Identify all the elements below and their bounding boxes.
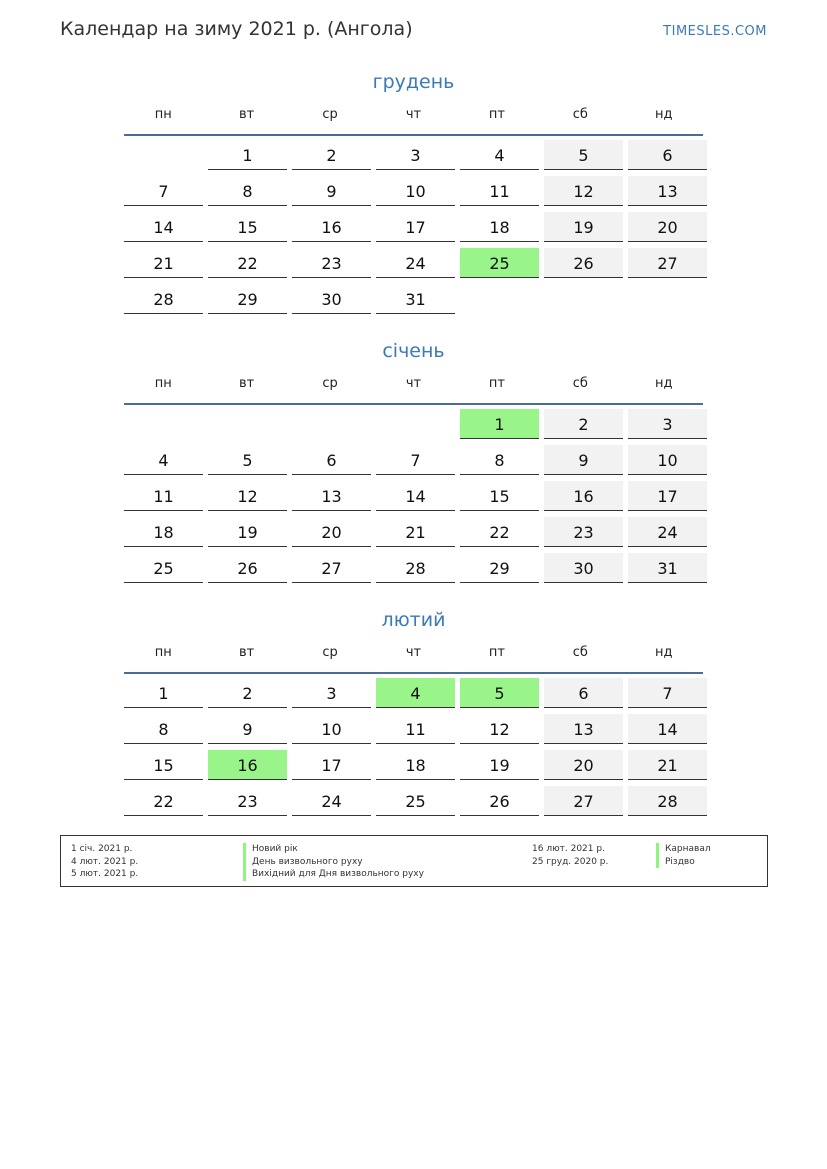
day-cell[interactable]: 3	[628, 409, 707, 439]
day-cell[interactable]: 15	[460, 481, 539, 511]
day-cell[interactable]: 16	[544, 481, 623, 511]
day-cell[interactable]: 28	[628, 786, 707, 816]
day-cell[interactable]: 14	[124, 212, 203, 242]
day-cell[interactable]: 10	[376, 176, 455, 206]
weekday-label: пн	[154, 376, 172, 391]
legend-holiday-name: Новий рік	[243, 843, 424, 856]
weekday-label: пт	[488, 645, 505, 660]
weekday-divider	[124, 672, 703, 674]
day-cell[interactable]: 20	[544, 750, 623, 780]
day-cell[interactable]: 28	[376, 553, 455, 583]
weekday-divider	[124, 134, 703, 136]
weekday-label: нд	[654, 107, 673, 122]
holiday-day-cell[interactable]: 5	[460, 678, 539, 708]
weekday-label: вт	[239, 645, 255, 660]
site-link[interactable]: TIMESLES.COM	[663, 24, 767, 39]
day-cell[interactable]: 10	[628, 445, 707, 475]
day-cell[interactable]: 8	[124, 714, 203, 744]
legend-holiday-name: День визвольного руху	[243, 856, 424, 869]
day-cell[interactable]: 26	[544, 248, 623, 278]
day-cell[interactable]: 21	[124, 248, 203, 278]
day-cell[interactable]: 26	[208, 553, 287, 583]
day-cell[interactable]: 23	[544, 517, 623, 547]
day-cell[interactable]: 15	[124, 750, 203, 780]
weekday-label: ср	[322, 376, 338, 391]
empty-cell	[376, 409, 455, 439]
month-name: лютий	[381, 609, 446, 631]
empty-cell	[208, 409, 287, 439]
day-cell[interactable]: 20	[628, 212, 707, 242]
holiday-day-cell[interactable]: 25	[460, 248, 539, 278]
holiday-day-cell[interactable]: 1	[460, 409, 539, 439]
holiday-legend	[60, 835, 768, 887]
day-cell[interactable]: 25	[376, 786, 455, 816]
day-cell[interactable]: 2	[544, 409, 623, 439]
day-cell[interactable]: 12	[208, 481, 287, 511]
day-cell[interactable]: 19	[460, 750, 539, 780]
weekday-label: вт	[239, 107, 255, 122]
day-cell[interactable]: 9	[208, 714, 287, 744]
day-cell[interactable]: 6	[292, 445, 371, 475]
weekday-label: нд	[654, 376, 673, 391]
weekday-label: пт	[488, 376, 505, 391]
weekday-divider	[124, 403, 703, 405]
day-cell[interactable]: 6	[544, 678, 623, 708]
weekday-label: нд	[654, 645, 673, 660]
day-cell[interactable]: 18	[460, 212, 539, 242]
day-cell[interactable]: 13	[628, 176, 707, 206]
day-cell[interactable]: 21	[628, 750, 707, 780]
day-cell[interactable]: 22	[208, 248, 287, 278]
day-cell[interactable]: 18	[376, 750, 455, 780]
weekday-label: чт	[405, 645, 422, 660]
day-cell[interactable]: 14	[628, 714, 707, 744]
legend-date: 25 груд. 2020 р.	[532, 856, 609, 867]
legend-date: 16 лют. 2021 р.	[532, 844, 605, 854]
day-cell[interactable]: 23	[292, 248, 371, 278]
weekday-label: чт	[405, 376, 422, 391]
day-cell[interactable]: 14	[376, 481, 455, 511]
day-cell[interactable]: 30	[292, 284, 371, 314]
day-cell[interactable]: 1	[208, 140, 287, 170]
day-cell[interactable]: 4	[124, 445, 203, 475]
weekday-label: сб	[572, 376, 588, 391]
month-calendar	[124, 606, 703, 816]
day-cell[interactable]: 17	[628, 481, 707, 511]
legend-holiday-name: Вихідний для Дня визвольного руху	[243, 868, 424, 881]
day-cell[interactable]: 12	[460, 714, 539, 744]
day-cell[interactable]: 20	[292, 517, 371, 547]
day-cell[interactable]: 5	[544, 140, 623, 170]
legend-date: 5 лют. 2021 р.	[71, 869, 139, 879]
day-cell[interactable]: 26	[460, 786, 539, 816]
day-cell[interactable]: 2	[208, 678, 287, 708]
empty-cell	[292, 409, 371, 439]
day-cell[interactable]: 9	[544, 445, 623, 475]
weekday-label: пн	[154, 107, 172, 122]
month-name: січень	[382, 340, 445, 362]
day-cell[interactable]: 17	[292, 750, 371, 780]
month-name: грудень	[372, 71, 455, 93]
day-cell[interactable]: 15	[208, 212, 287, 242]
day-cell[interactable]: 19	[208, 517, 287, 547]
day-cell[interactable]: 5	[208, 445, 287, 475]
month-calendar	[124, 68, 703, 314]
day-cell[interactable]: 29	[460, 553, 539, 583]
legend-date: 1 січ. 2021 р.	[71, 844, 133, 854]
day-cell[interactable]: 31	[628, 553, 707, 583]
page-title: Календар на зиму 2021 р. (Ангола)	[60, 18, 413, 40]
day-cell[interactable]: 31	[376, 284, 455, 314]
day-cell[interactable]: 16	[292, 212, 371, 242]
day-cell[interactable]: 18	[124, 517, 203, 547]
weekday-label: ср	[322, 107, 338, 122]
empty-cell	[124, 409, 203, 439]
day-cell[interactable]: 1	[124, 678, 203, 708]
day-cell[interactable]: 10	[292, 714, 371, 744]
legend-holiday-name: Різдво	[656, 856, 711, 869]
day-cell[interactable]: 9	[292, 176, 371, 206]
weekday-label: чт	[405, 107, 422, 122]
day-cell[interactable]: 28	[124, 284, 203, 314]
day-cell[interactable]: 30	[544, 553, 623, 583]
day-cell[interactable]: 21	[376, 517, 455, 547]
day-cell[interactable]: 24	[376, 248, 455, 278]
day-cell[interactable]: 22	[460, 517, 539, 547]
day-cell[interactable]: 19	[544, 212, 623, 242]
empty-cell	[124, 140, 203, 170]
weekday-label: сб	[572, 645, 588, 660]
legend-date: 4 лют. 2021 р.	[71, 856, 139, 867]
day-cell[interactable]: 7	[124, 176, 203, 206]
day-cell[interactable]: 13	[544, 714, 623, 744]
day-cell[interactable]: 24	[292, 786, 371, 816]
day-cell[interactable]: 11	[460, 176, 539, 206]
weekday-label: сб	[572, 107, 588, 122]
weekday-label: ср	[322, 645, 338, 660]
day-cell[interactable]: 13	[292, 481, 371, 511]
day-cell[interactable]: 17	[376, 212, 455, 242]
day-cell[interactable]: 25	[124, 553, 203, 583]
day-cell[interactable]: 4	[460, 140, 539, 170]
day-cell[interactable]: 27	[292, 553, 371, 583]
weekday-label: пн	[154, 645, 172, 660]
holiday-day-cell[interactable]: 16	[208, 750, 287, 780]
day-cell[interactable]: 7	[628, 678, 707, 708]
day-cell[interactable]: 8	[208, 176, 287, 206]
day-cell[interactable]: 11	[124, 481, 203, 511]
day-cell[interactable]: 3	[376, 140, 455, 170]
day-cell[interactable]: 2	[292, 140, 371, 170]
day-cell[interactable]: 23	[208, 786, 287, 816]
day-cell[interactable]: 3	[292, 678, 371, 708]
weekday-label: пт	[488, 107, 505, 122]
day-cell[interactable]: 11	[376, 714, 455, 744]
day-cell[interactable]: 27	[544, 786, 623, 816]
day-cell[interactable]: 8	[460, 445, 539, 475]
day-cell[interactable]: 7	[376, 445, 455, 475]
day-cell[interactable]: 6	[628, 140, 707, 170]
day-cell[interactable]: 29	[208, 284, 287, 314]
holiday-day-cell[interactable]: 4	[376, 678, 455, 708]
month-calendar	[124, 337, 703, 583]
day-cell[interactable]: 24	[628, 517, 707, 547]
day-cell[interactable]: 12	[544, 176, 623, 206]
weekday-label: вт	[239, 376, 255, 391]
day-cell[interactable]: 27	[628, 248, 707, 278]
legend-holiday-name: Карнавал	[656, 843, 711, 856]
day-cell[interactable]: 22	[124, 786, 203, 816]
